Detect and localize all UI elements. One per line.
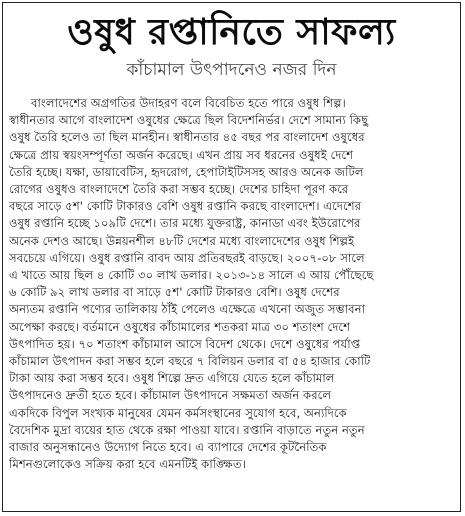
body-line: ক্ষেত্রে প্রায় স্বয়ংসম্পূর্ণতা অর্জন করেছে। এখন প্রায় সব ধরনের ওষুধই দেশে (9, 147, 353, 162)
article-body (9, 95, 454, 505)
body-line: অপেক্ষা করছে। বর্তমানে ওষুধের কাঁচামালের শতকরা মাত্র ৩০ শতাংশ দেশে (9, 319, 350, 334)
body-line: ওষুধ তৈরি হলেও তা ছিল মানহীন। স্বাধীনতার ৪৫ বছর পর বাংলাদেশ ওষুধের (9, 130, 365, 145)
body-line: সবচেয়ে এগিয়ে। ওষুধ রপ্তানি বাবদ আয় প্রতিবছরই বাড়ছে। ২০০৭-০৮ সালে (9, 250, 365, 265)
subheadline: কাঁচামাল উৎপাদনেও নজর দিন (126, 60, 337, 80)
body-line: ৬ কোটি ৯২ লাখ ডলার বা সাড়ে ৫শ' কোটি টাকারও বেশি। ওষুধ দেশের (9, 285, 340, 300)
body-line: স্বাধীনতার আগে বাংলাদেশ ওষুধের ক্ষেত্রে ছিল বিদেশনির্ভর। দেশে সামান্য কিছু (9, 113, 369, 128)
body-line: অনেক দেশও আছে। উন্নয়নশীল ৪৮টি দেশের মধ্যে বাংলাদেশের ওষুধ শিল্পই (9, 233, 355, 248)
body-line: অন্যতম রপ্তানি পণ্যের তালিকায় ঠাঁই পেলেও এক্ষেত্রে এখনো অজুত সম্ভাবনা (9, 302, 366, 317)
body-line: ওষুধ রপ্তানি হচ্ছে ১০৯টি দেশে। তার মধ্যে যুক্তরাষ্ট্র, কানাডা এবং ইউরোপের (9, 216, 361, 231)
body-line: উৎপাদনেও দ্রুতী হতে হবে। কাঁচামাল উৎপাদনে সক্ষমতা অর্জন করলে (9, 388, 332, 403)
body-line: বাংলাদেশের অগ্রগতির উদাহরণ বলে বিবেচিত হতে পারে ওষুধ শিল্প। (31, 96, 346, 110)
headline: ওষুধ রপ্তানিতে সাফল্য (67, 12, 396, 53)
newspaper-clipping (2, 2, 461, 512)
body-line: বছরে সাড়ে ৫শ' কোটি টাকারও বেশি ওষুধ রপ্তানি করছে বাংলাদেশ। এদেশের (9, 199, 362, 214)
body-line: মিশনগুলোকেও সক্রিয় করা হবে এমনটিই কাঙ্ক্ষিত। (9, 457, 246, 472)
body-line: এ খাতে আয় ছিল ৪ কোটি ৩০ লাখ ডলার। ২০১৩-১৪ সালে এ আয় পৌঁছেছে (9, 268, 374, 283)
body-line: বাজার অনুসন্ধানেও উদ্যোগ নিতে হবে। এ ব্যাপারে দেশের কূটনৈতিক (9, 440, 327, 455)
body-line: কাঁচামাল উৎপাদন করা সম্ভব হলে বছরে ৭ বিলিয়ন ডলার বা ৫৪ হাজার কোটি (9, 354, 371, 369)
body-line: টাকা আয় করা সম্ভব হবে। ওষুধ শিল্পে দ্রুত এগিয়ে যেতে হলে কাঁচামাল (9, 371, 335, 386)
body-line: রোগের ওষুধও বাংলাদেশে তৈরি করা সম্ভব হচ্ছে। দেশের চাহিদা পূরণ করে (9, 182, 349, 197)
body-line: উৎপাদিত হয়। ৭০ শতাংশ কাঁচামাল আসে বিদেশ থেকে। দেশে ওষুধের পর্যাপ্ত (9, 336, 361, 351)
body-line: একদিকে বিপুল সংখ্যক মানুষের যেমন কর্মসংস্থানের সুযোগ হবে, অন্যদিকে (9, 405, 347, 420)
body-line: তৈরি হচ্ছে। যক্ষা, ডায়াবেটিস, হৃদরোগ, হেপাটাইটিসসহ আরও অনেক জটিল (9, 164, 364, 179)
body-line: বৈদেশিক মুদ্রা ব্যয়ের হাত থেকে রক্ষা পাওয়া যাবে। রপ্তানি বাড়াতে নতুন নতুন (9, 422, 365, 437)
